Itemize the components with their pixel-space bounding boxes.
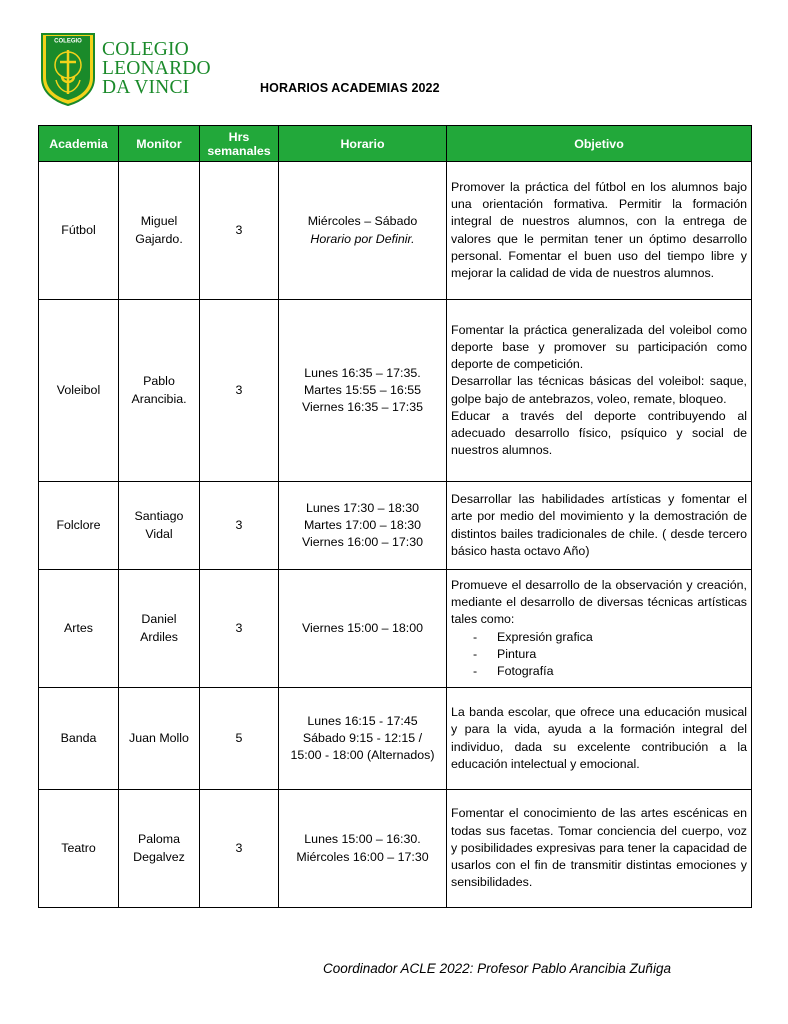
schedule-cell bbox=[279, 300, 447, 482]
objective-list-item: - Expresión grafica bbox=[473, 629, 747, 646]
school-name-line-1: COLEGIO bbox=[102, 39, 189, 60]
schedule-line: Lunes 17:30 – 18:30 bbox=[306, 500, 419, 515]
objective-paragraph: La banda escolar, que ofrece una educación musical y para la vida, ayuda a la formación integral del individuo, dada su excelente contribución a la educación intelectual y emocional. bbox=[451, 705, 747, 771]
objective-paragraph: Fomentar el conocimiento de las artes escénicas en todas sus facetas. Tomar conciencia del cuerpo, voz y posibilidades expresivas para tener la capacidad de usarlos con el fin de transmitir distintas emociones y sensibilidades. bbox=[451, 806, 747, 890]
academia-cell: Artes bbox=[39, 570, 119, 688]
column-header: Academia bbox=[39, 126, 119, 162]
logo-badge-text: COLEGIO bbox=[54, 38, 82, 45]
schedule-line: Martes 17:00 – 18:30 bbox=[303, 517, 422, 532]
monitor-cell: Miguel Gajardo. bbox=[119, 162, 200, 300]
schedule-line: Miércoles 16:00 – 17:30 bbox=[296, 849, 429, 864]
column-header: Monitor bbox=[119, 126, 200, 162]
objective-cell bbox=[447, 688, 752, 790]
schedule-cell bbox=[279, 162, 447, 300]
school-logo bbox=[40, 32, 210, 108]
schedule-line: Martes 15:55 – 16:55 bbox=[303, 382, 422, 397]
objective-paragraph: Promueve el desarrollo de la observación y creación, mediante el desarrollo de diversas técnicas artísticas tales como: bbox=[451, 577, 747, 627]
academia-cell: Teatro bbox=[39, 790, 119, 908]
schedule-line: Miércoles – Sábado bbox=[307, 214, 418, 229]
table-row bbox=[39, 300, 752, 482]
objective-cell bbox=[447, 570, 752, 688]
objective-cell bbox=[447, 162, 752, 300]
objective-list bbox=[451, 629, 747, 681]
table-row bbox=[39, 688, 752, 790]
school-name-line-3: DA VINCI bbox=[102, 77, 190, 98]
schedule-line: Lunes 16:15 - 17:45 bbox=[307, 713, 418, 728]
objective-cell bbox=[447, 482, 752, 570]
schedule-cell bbox=[279, 790, 447, 908]
objective-list-item: - Fotografía bbox=[473, 663, 747, 680]
school-shield-icon bbox=[40, 32, 96, 106]
column-header: Objetivo bbox=[447, 126, 752, 162]
objective-paragraph: Desarrollar las habilidades artísticas y fomentar el arte por medio del movimiento y la demostración de distintos bailes tradicionales de chile. ( desde tercero básico hasta octavo Año) bbox=[451, 492, 747, 558]
table-row bbox=[39, 570, 752, 688]
schedule-table bbox=[38, 125, 752, 908]
document-title: HORARIOS ACADEMIAS 2022 bbox=[260, 81, 440, 95]
monitor-cell: Paloma Degalvez bbox=[119, 790, 200, 908]
schedule-line: Viernes 16:35 – 17:35 bbox=[301, 400, 424, 415]
table-row bbox=[39, 790, 752, 908]
monitor-cell: Santiago Vidal bbox=[119, 482, 200, 570]
schedule-cell bbox=[279, 688, 447, 790]
monitor-cell: Pablo Arancibia. bbox=[119, 300, 200, 482]
objective-paragraph: Desarrollar las técnicas básicas del voleibol: saque, golpe bajo de antebrazos, voleo, remate, bloqueo. bbox=[451, 374, 747, 406]
academia-cell: Fútbol bbox=[39, 162, 119, 300]
hours-cell: 3 bbox=[200, 790, 279, 908]
schedule-line: Viernes 15:00 – 18:00 bbox=[301, 620, 424, 635]
hours-cell: 5 bbox=[200, 688, 279, 790]
academia-cell: Banda bbox=[39, 688, 119, 790]
academia-cell: Folclore bbox=[39, 482, 119, 570]
schedule-table-body bbox=[39, 162, 752, 908]
schedule-cell bbox=[279, 482, 447, 570]
hours-cell: 3 bbox=[200, 482, 279, 570]
monitor-cell: Daniel Ardiles bbox=[119, 570, 200, 688]
table-row bbox=[39, 482, 752, 570]
schedule-line: Sábado 9:15 - 12:15 / bbox=[302, 730, 423, 745]
schedule-line: Lunes 15:00 – 16:30. bbox=[304, 832, 421, 847]
table-row bbox=[39, 162, 752, 300]
objective-paragraph: Fomentar la práctica generalizada del voleibol como deporte base y promover su participación como deporte de competición. bbox=[451, 322, 747, 372]
monitor-cell: Juan Mollo bbox=[119, 688, 200, 790]
objective-cell bbox=[447, 790, 752, 908]
hours-cell: 3 bbox=[200, 300, 279, 482]
school-name-line-2: LEONARDO bbox=[102, 58, 211, 79]
coordinator-footer: Coordinador ACLE 2022: Profesor Pablo Arancibia Zuñiga bbox=[323, 961, 671, 976]
academia-cell: Voleibol bbox=[39, 300, 119, 482]
schedule-note: Horario por Definir. bbox=[310, 231, 415, 246]
objective-paragraph: Educar a través del deporte contribuyendo al adecuado desarrollo físico, psíquico y social de nuestros alumnos. bbox=[451, 408, 747, 458]
column-header: Hrs semanales bbox=[200, 126, 279, 162]
schedule-line: Viernes 16:00 – 17:30 bbox=[301, 535, 424, 550]
school-name bbox=[102, 40, 211, 97]
table-header-row bbox=[39, 126, 752, 162]
objective-cell bbox=[447, 300, 752, 482]
hours-cell: 3 bbox=[200, 570, 279, 688]
column-header: Horario bbox=[279, 126, 447, 162]
objective-list-item: - Pintura bbox=[473, 646, 747, 663]
objective-paragraph: Promover la práctica del fútbol en los alumnos bajo una orientación formativa. Permitir la formación integral de nuestros alumnos, con la entrega de valores que le permitan tener un óptimo desarrollo personal. Fomentar el buen uso del tiempo libre y mejorar la calidad de vida de nuestros alumnos. bbox=[451, 179, 747, 280]
schedule-line: Lunes 16:35 – 17:35. bbox=[304, 365, 421, 380]
schedule-line: 15:00 - 18:00 (Alternados) bbox=[290, 748, 435, 763]
schedule-cell bbox=[279, 570, 447, 688]
hours-cell: 3 bbox=[200, 162, 279, 300]
